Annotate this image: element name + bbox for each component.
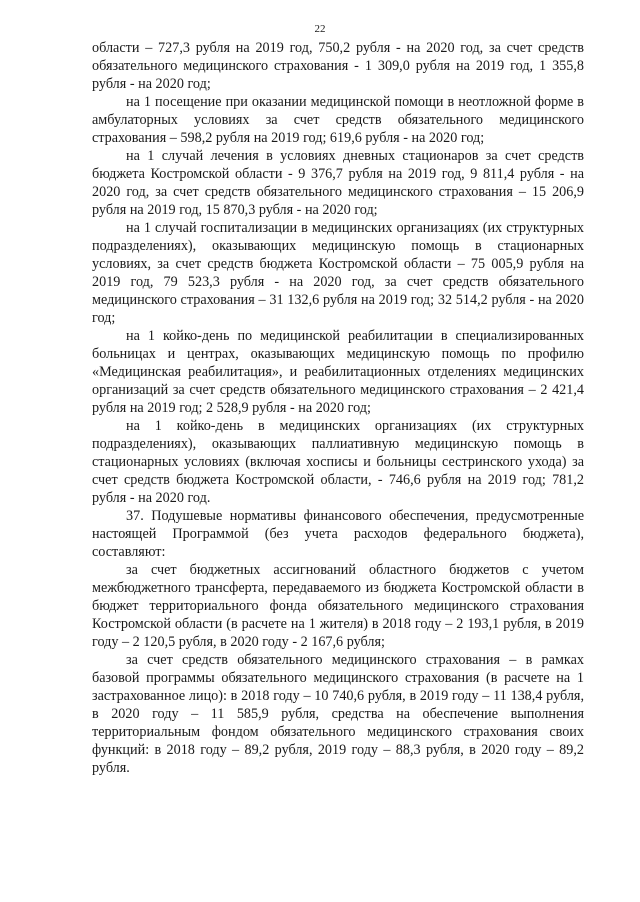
paragraph-insurance-funds: за счет средств обязательного медицинского страхования – в рамках базовой программы обязательного медицинского страхования (в расчете на 1 застрахованное лицо): в 2018 году – 10 740,6 рубля, в 2019 году – 11 138,4 рубля, в 2020 году – 11 585,9 рубля, средства на обеспечение выполнения территориальным фондом обязательного медицинского страхования своих функций: в 2018 году – 89,2 рубля, 2019 году – 88,3 рубля, в 2020 году – 89,2 рубля.	[92, 652, 584, 776]
paragraph-day-hospital: на 1 случай лечения в условиях дневных стационаров за счет средств бюджета Костромской области - 9 376,7 рубля на 2019 год, 9 811,4 рубля - на 2020 год, за счет средств обязательного медицинского страхования – 15 206,9 рубля на 2019 год, 15 870,3 рубля - на 2020 год;	[92, 148, 584, 218]
paragraph-hospitalization: на 1 случай госпитализации в медицинских организациях (их структурных подразделениях), оказывающих медицинскую помощь в стационарных условиях, за счет средств бюджета Костромской области – 75 005,9 рубля на 2019 год, 79 523,3 рубля - на 2020 год, за счет средств обязательного медицинского страхования – 31 132,6 рубля на 2019 год; 32 514,2 рубля - на 2020 год;	[92, 220, 584, 326]
paragraph-budget-allocations: за счет бюджетных ассигнований областного бюджетов с учетом межбюджетного трансферта, передаваемого из бюджета Костромской области в бюджет территориального фонда обязательного медицинского страхования Костромской области (в расчете на 1 жителя) в 2018 году – 2 193,1 рубля, в 2019 году – 2 120,5 рубля, в 2020 году - 2 167,6 рубля;	[92, 562, 584, 650]
paragraph-palliative: на 1 койко-день в медицинских организациях (их структурных подразделениях), оказывающих паллиативную медицинскую помощь в стационарных условиях (включая хосписы и больницы сестринского ухода) за счет средств бюджета Костромской области, - 746,6 рубля на 2019 год; 781,2 рубля - на 2020 год.	[92, 418, 584, 506]
paragraph-continuation: области – 727,3 рубля на 2019 год, 750,2 рубля - на 2020 год, за счет средств обязательного медицинского страхования - 1 309,0 рубля на 2019 год, 1 355,8 рубля - на 2020 год;	[92, 40, 584, 92]
paragraph-rehabilitation: на 1 койко-день по медицинской реабилитации в специализированных больницах и центрах, оказывающих медицинскую помощь по профилю «Медицинская реабилитация», и реабилитационных отделениях медицинских организаций за счет средств обязательного медицинского страхования – 2 421,4 рубля на 2019 год; 2 528,9 рубля - на 2020 год;	[92, 328, 584, 416]
paragraph-emergency-visit: на 1 посещение при оказании медицинской помощи в неотложной форме в амбулаторных условиях за счет средств обязательного медицинского страхования – 598,2 рубля на 2019 год; 619,6 рубля - на 2020 год;	[92, 94, 584, 146]
paragraph-section-37: 37. Подушевые нормативы финансового обеспечения, предусмотренные настоящей Программой (без учета расходов федерального бюджета), составляют:	[92, 508, 584, 560]
document-body	[92, 39, 584, 777]
page-number: 22	[314, 23, 326, 35]
